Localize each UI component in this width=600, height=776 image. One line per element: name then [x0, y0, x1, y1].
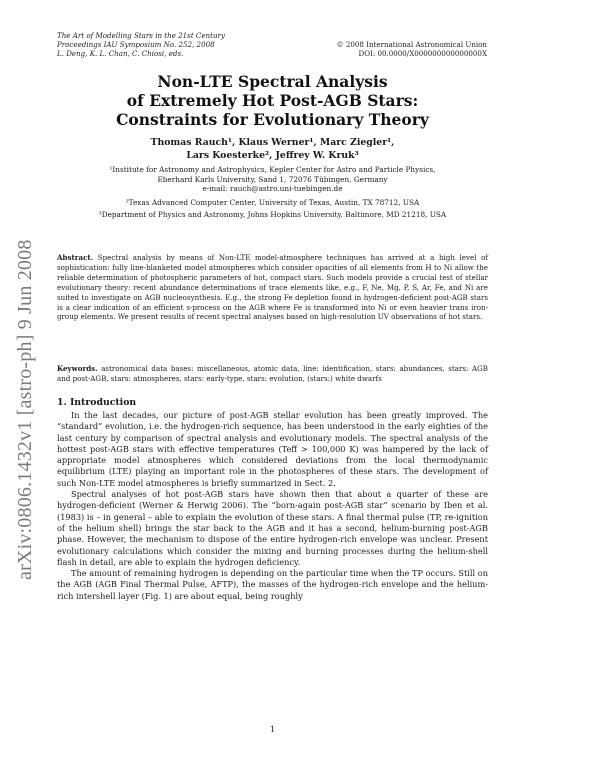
section-body — [57, 410, 488, 602]
affiliation-1 — [57, 165, 488, 194]
page-number: 1 — [269, 724, 276, 734]
affiliation-3: ³Department of Physics and Astronomy, Johns Hopkins University, Baltimore, MD 21218, USA — [98, 210, 447, 219]
keywords — [57, 364, 488, 384]
affiliation-email: e-mail: rauch@astro.uni-tuebingen.de — [202, 184, 343, 194]
header-doi: DOI: 00.0000/X000000000000000X — [358, 49, 487, 59]
journal-header — [57, 31, 225, 59]
header-editors: L. Deng, K. L. Chan, C. Chiosi, eds. — [57, 49, 184, 59]
paragraph: In the last decades, our picture of post-AGB stellar evolution has been greatly improved. The “standard” evolution, i.e. the hydrogen-rich sequence, has been understood in the early eighties of the last century by comparison of spectral analysis and evolutionary models. The spectral analysis of the hottest post-AGB stars with effective temperatures (Teff > 100,000 K) was hampered by the lack of appropriate model atmospheres which considered deviations from the local thermodynamic equilibrium (LTE) playing an important role in the photospheres of these stars. The development of such Non-LTE model atmospheres is briefly summarized in Sect. 2. — [57, 410, 488, 488]
copyright-header — [337, 40, 487, 58]
author-list — [57, 137, 488, 162]
affiliation-2: ²Texas Advanced Computer Center, University of Texas, Austin, TX 78712, USA — [125, 198, 420, 207]
abstract-text: Spectral analysis by means of Non-LTE model-atmosphere techniques has arrived at a high level of sophistication: fully line-blanketed model atmospheres which consider opacities of all elements from H to Ni allow the reliable determination of photospheric parameters of hot, compact stars. Such models provide a crucial test of stellar evolutionary theory: recent abundance determinations of trace elements like, e.g., F, Ne, Mg, P, S, Ar, Fe, and Ni are suited to investigate on AGB nucleosynthesis. E.g., the strong Fe depletion found in hydrogen-deficient post-AGB stars is a clear indication of an efficient s-process on the AGB where Fe is transformed into Ni or even heavier trans iron-group elements. We present results of recent spectral analyses based on high-resolution UV observations of hot stars. — [57, 253, 488, 322]
affiliation-1-line-2: Eberhard Karls University, Sand 1, 72076 Tübingen, Germany — [157, 174, 388, 184]
keywords-label: Keywords. — [57, 364, 98, 373]
authors-line-2: Lars Koesterke², Jeffrey W. Kruk³ — [186, 149, 359, 161]
title-line-2: of Extremely Hot Post-AGB Stars: — [126, 91, 419, 110]
abstract-label: Abstract. — [57, 253, 94, 262]
title-line-3: Constraints for Evolutionary Theory — [116, 110, 429, 129]
paragraph: Spectral analyses of hot post-AGB stars have shown then that about a quarter of these are hydrogen-deficient (Werner & Herwig 2006). The “born-again post-AGB star” scenario by Iben et al. (1983) is – in general – able to explain the evolution of these stars. A final thermal pulse (TP, re-ignition of the helium shell) brings the star back to the AGB and it has a second, helium-burning post-AGB phase. However, the mechanism to dispose of the entire hydrogen-rich envelope was unclear. Present evolutionary calculations which consider the mixing and burning processes during the helium-shell flash in detail, are able to explain the hydrogen deficiency. — [57, 489, 488, 567]
title-line-1: Non-LTE Spectral Analysis — [157, 72, 388, 91]
affiliation-1-line-1: ¹Institute for Astronomy and Astrophysics, Kepler Center for Astro and Particle Physics, — [109, 165, 436, 174]
section-heading: 1. Introduction — [57, 397, 137, 408]
paper-title — [57, 72, 488, 129]
header-proceedings-title: The Art of Modelling Stars in the 21st Century — [57, 31, 225, 40]
header-symposium: Proceedings IAU Symposium No. 252, 2008 — [57, 40, 215, 50]
authors-line-1: Thomas Rauch¹, Klaus Werner¹, Marc Ziegler¹, — [150, 137, 395, 148]
arxiv-identifier: arXiv:0806.1432v1 [astro-ph] 9 Jun 2008 — [14, 239, 36, 580]
keywords-text: astronomical data bases: miscellaneous, atomic data, line: identification, stars: abundances, stars: AGB and post-AGB, stars: atmospheres, stars: early-type, stars: evolution, (stars:) white dwarfs — [57, 364, 488, 383]
header-copyright: © 2008 International Astronomical Union — [336, 40, 487, 49]
paragraph: The amount of remaining hydrogen is depending on the particular time when the TP occurs. Still on the AGB (AGB Final Thermal Pulse, AFTP), the masses of the hydrogen-rich envelope and the helium-rich intershell layer (Fig. 1) are about equal, being roughly — [57, 568, 488, 601]
abstract — [57, 253, 488, 322]
